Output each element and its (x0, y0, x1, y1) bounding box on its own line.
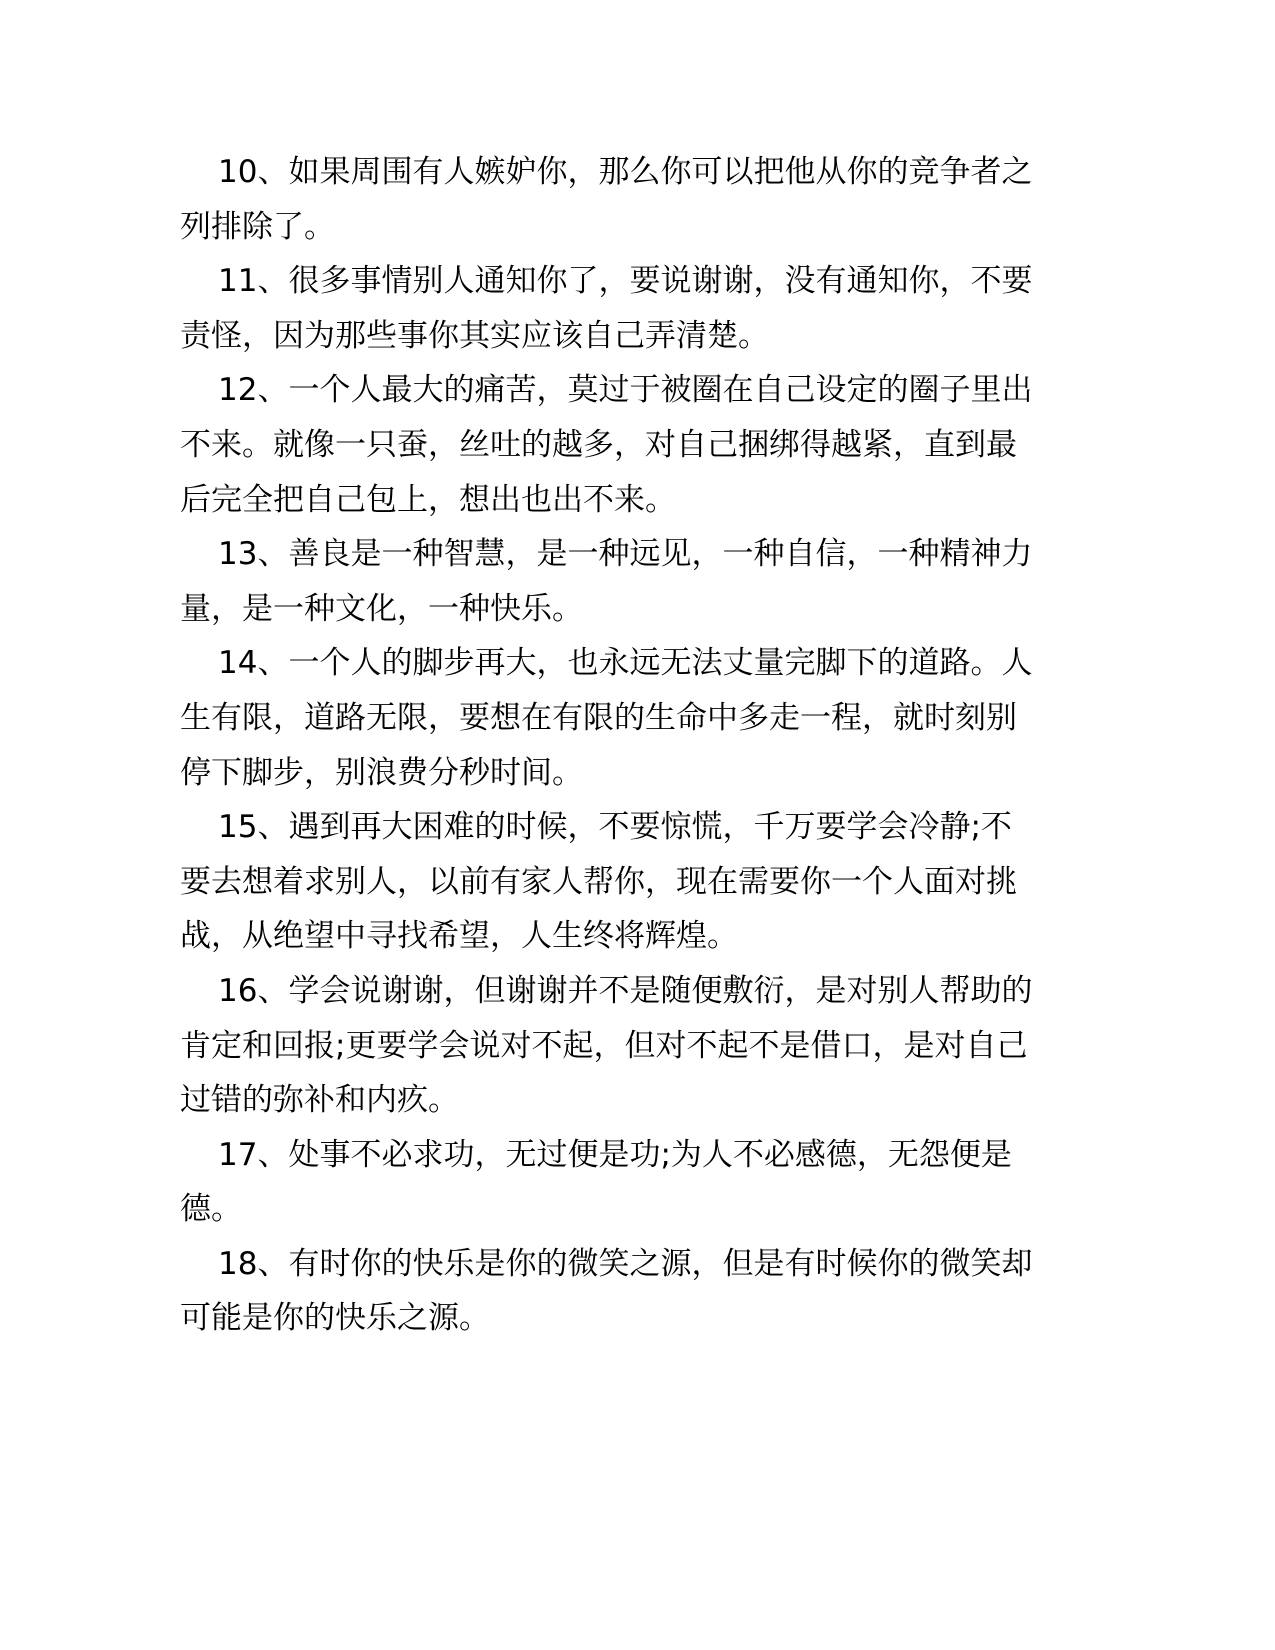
paragraph-16: 16、学会说谢谢，但谢谢并不是随便敷衍，是对别人帮助的肯定和回报;更要学会说对不起，但对不起不是借口，是对自己过错的弥补和内疚。 (180, 972, 1033, 1119)
paragraph-13: 13、善良是一种智慧，是一种远见，一种自信，一种精神力量，是一种文化，一种快乐。 (180, 536, 1033, 627)
paragraph-17: 17、处事不必求功，无过便是功;为人不必感德，无怨便是德。 (180, 1136, 1012, 1228)
paragraph-10: 10、如果周围有人嫉妒你，那么你可以把他从你的竞争者之列排除了。 (180, 154, 1033, 245)
paragraph-12: 12、一个人最大的痛苦，莫过于被圈在自己设定的圈子里出不来。就像一只蚕，丝吐的越多，对自己捆绑得越紧，直到最后完全把自己包上，想出也出不来。 (180, 372, 1033, 518)
paragraph-18: 18、有时你的快乐是你的微笑之源，但是有时候你的微笑却可能是你的快乐之源。 (180, 1245, 1033, 1337)
paragraph-15: 15、遇到再大困难的时候，不要惊慌，千万要学会冷静;不要去想着求别人，以前有家人帮你，现在需要你一个人面对挑战，从绝望中寻找希望，人生终将辉煌。 (180, 809, 1017, 955)
document-page (180, 145, 1040, 1346)
paragraph-11: 11、很多事情别人通知你了，要说谢谢，没有通知你，不要责怪，因为那些事你其实应该自己弄清楚。 (180, 263, 1033, 354)
paragraph-14: 14、一个人的脚步再大，也永远无法丈量完脚下的道路。人生有限，道路无限，要想在有限的生命中多走一程，就时刻别停下脚步，别浪费分秒时间。 (180, 645, 1033, 791)
